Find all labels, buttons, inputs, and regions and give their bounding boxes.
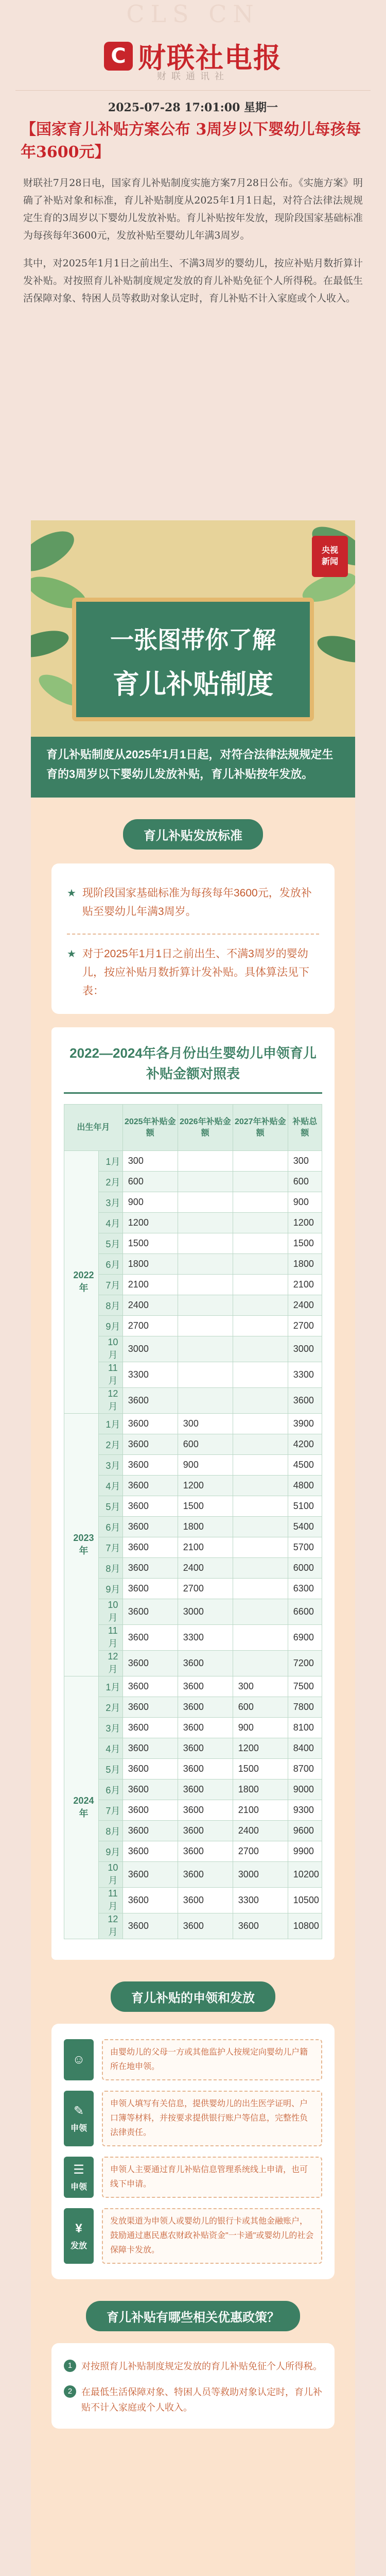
table-row — [64, 1841, 322, 1862]
amount-cell: 3600 — [122, 1841, 178, 1862]
header — [0, 0, 386, 90]
table-row — [64, 1496, 322, 1517]
amount-cell: 1500 — [233, 1759, 288, 1780]
amount-cell: 8700 — [288, 1759, 322, 1780]
table-row — [64, 1336, 322, 1362]
watermark: CLS CN — [126, 0, 260, 28]
table-row — [64, 1434, 322, 1455]
table-row — [64, 1192, 322, 1213]
article-paragraph-1: 财联社7月28日电，国家育儿补贴制度实施方案7月28日公布。《实施方案》明确了补贴对象和标准，育儿补贴制度从2025年1月1日起，对符合法律法规规定生育的3周岁以下婴幼儿发放补贴。育儿补贴按年发放，现阶段国家基础标准为每孩每年3600元，发放补贴至婴幼儿年满3周岁。 — [23, 177, 363, 241]
amount-cell: 8400 — [288, 1738, 322, 1759]
table-row — [64, 1800, 322, 1821]
year-cell: 2024年 — [64, 1676, 99, 1939]
table-row — [64, 1537, 322, 1558]
amount-cell: 1200 — [178, 1476, 233, 1496]
amount-cell: 900 — [288, 1192, 322, 1213]
amount-cell — [178, 1233, 233, 1254]
month-cell: 5月 — [98, 1233, 122, 1254]
standard-header — [31, 819, 355, 848]
amount-cell — [233, 1388, 288, 1414]
amount-cell — [178, 1192, 233, 1213]
amount-cell: 10200 — [288, 1862, 322, 1888]
amount-cell: 4800 — [288, 1476, 322, 1496]
amount-cell — [233, 1275, 288, 1295]
logo-subtitle: 财联通讯社 — [157, 71, 229, 82]
amount-cell: 3600 — [178, 1888, 233, 1913]
month-cell: 1月 — [98, 1676, 122, 1697]
tax-item-text: 在最低生活保障对象、特困人员等救助对象认定时，育儿补贴不计入家庭或个人收入。 — [81, 2387, 322, 2413]
amount-cell: 3600 — [178, 1821, 233, 1841]
amount-cell: 3600 — [122, 1537, 178, 1558]
month-cell: 8月 — [98, 1558, 122, 1579]
article-title: 【国家育儿补贴方案公布 3周岁以下婴幼儿每孩每年3600元】 — [21, 121, 361, 161]
amount-cell — [233, 1476, 288, 1496]
amount-cell: 9900 — [288, 1841, 322, 1862]
amount-cell: 1500 — [178, 1496, 233, 1517]
month-cell: 4月 — [98, 1738, 122, 1759]
amount-cell: 3600 — [288, 1388, 322, 1414]
amount-cell: 6300 — [288, 1579, 322, 1599]
amount-cell: 2400 — [288, 1295, 322, 1316]
collect-step — [64, 2157, 322, 2198]
month-cell: 3月 — [98, 1192, 122, 1213]
month-cell: 3月 — [98, 1718, 122, 1738]
amount-cell — [233, 1362, 288, 1388]
subsidy-table — [64, 1104, 322, 1939]
amount-cell: 3900 — [288, 1414, 322, 1434]
amount-cell: 3600 — [122, 1800, 178, 1821]
amount-cell: 3600 — [122, 1821, 178, 1841]
table-row — [64, 1862, 322, 1888]
amount-cell: 3600 — [122, 1579, 178, 1599]
amount-cell: 3600 — [178, 1676, 233, 1697]
collect-intro-row — [64, 2039, 322, 2080]
step-glyph-icon: ☰ — [73, 2163, 84, 2177]
month-cell: 11月 — [98, 1888, 122, 1913]
month-cell: 5月 — [98, 1759, 122, 1780]
badge-line-1: 央视 — [321, 546, 338, 555]
cctv-news-badge — [312, 536, 348, 577]
amount-cell: 10800 — [288, 1913, 322, 1939]
amount-cell: 3600 — [178, 1759, 233, 1780]
amount-cell: 3600 — [122, 1738, 178, 1759]
amount-cell: 1200 — [288, 1213, 322, 1233]
amount-cell: 600 — [178, 1434, 233, 1455]
amount-cell — [233, 1651, 288, 1676]
month-cell: 2月 — [98, 1434, 122, 1455]
person-icon: ☺ — [64, 2039, 94, 2080]
col-header-year: 出生年月 — [64, 1105, 123, 1151]
amount-cell: 3300 — [233, 1888, 288, 1913]
month-cell: 6月 — [98, 1780, 122, 1800]
collect-step — [64, 2208, 322, 2264]
amount-cell: 7800 — [288, 1697, 322, 1718]
amount-cell: 2700 — [233, 1841, 288, 1862]
amount-cell: 2700 — [122, 1316, 178, 1336]
amount-cell — [178, 1151, 233, 1172]
amount-cell: 3600 — [122, 1599, 178, 1625]
infographic-poster — [31, 520, 355, 2576]
step-label: 申领 — [70, 2124, 87, 2133]
amount-cell: 9000 — [288, 1780, 322, 1800]
amount-cell — [178, 1213, 233, 1233]
amount-cell: 5700 — [288, 1537, 322, 1558]
amount-cell — [178, 1275, 233, 1295]
amount-cell: 10500 — [288, 1888, 322, 1913]
step-icon — [64, 2208, 94, 2264]
month-cell: 6月 — [98, 1517, 122, 1537]
table-row — [64, 1697, 322, 1718]
amount-cell: 5400 — [288, 1517, 322, 1537]
collect-steps — [64, 2091, 322, 2264]
amount-cell — [233, 1172, 288, 1192]
month-cell: 10月 — [98, 1336, 122, 1362]
table-row — [64, 1213, 322, 1233]
tax-item — [64, 2384, 322, 2415]
table-row — [64, 1599, 322, 1625]
step-text: 申领人主要通过育儿补贴信息管理系统线上申请，也可线下申请。 — [102, 2157, 322, 2198]
year-cell: 2022年 — [64, 1151, 99, 1414]
amount-cell: 7200 — [288, 1651, 322, 1676]
amount-cell — [178, 1295, 233, 1316]
year-cell: 2023年 — [64, 1414, 99, 1676]
amount-cell — [233, 1213, 288, 1233]
amount-cell: 1500 — [288, 1233, 322, 1254]
amount-cell: 3300 — [288, 1362, 322, 1388]
amount-cell: 3000 — [233, 1862, 288, 1888]
amount-cell: 6900 — [288, 1625, 322, 1651]
standard-header-label: 育儿补贴发放标准 — [123, 819, 263, 850]
table-row — [64, 1738, 322, 1759]
amount-cell: 1800 — [122, 1254, 178, 1275]
amount-cell: 4500 — [288, 1455, 322, 1476]
amount-cell: 3600 — [122, 1476, 178, 1496]
step-glyph-icon: ✎ — [73, 2104, 84, 2118]
amount-cell: 3600 — [178, 1738, 233, 1759]
amount-cell — [233, 1414, 288, 1434]
collect-intro: 由婴幼儿的父母一方或其他监护人按规定向婴幼儿户籍所在地申领。 — [102, 2039, 322, 2080]
month-cell: 10月 — [98, 1599, 122, 1625]
amount-cell: 300 — [233, 1676, 288, 1697]
amount-cell — [233, 1455, 288, 1476]
table-row — [64, 1651, 322, 1676]
step-icon — [64, 2157, 94, 2198]
month-cell: 10月 — [98, 1862, 122, 1888]
amount-cell: 3600 — [122, 1496, 178, 1517]
table-row — [64, 1455, 322, 1476]
table-row — [64, 1676, 322, 1697]
amount-cell: 6000 — [288, 1558, 322, 1579]
table-row — [64, 1579, 322, 1599]
amount-cell: 2100 — [122, 1275, 178, 1295]
logo-text: 财联社电报 — [138, 42, 282, 74]
amount-cell: 3600 — [178, 1841, 233, 1862]
amount-cell — [233, 1233, 288, 1254]
amount-cell — [233, 1517, 288, 1537]
step-glyph-icon: ¥ — [75, 2221, 82, 2235]
amount-cell — [233, 1254, 288, 1275]
amount-cell: 3600 — [122, 1517, 178, 1537]
amount-cell — [178, 1336, 233, 1362]
amount-cell: 600 — [288, 1172, 322, 1192]
amount-cell: 3000 — [178, 1599, 233, 1625]
amount-cell: 4200 — [288, 1434, 322, 1455]
subsidy-table-card — [51, 1027, 335, 1960]
amount-cell: 3600 — [122, 1888, 178, 1913]
divider — [64, 1092, 322, 1094]
amount-cell: 900 — [178, 1455, 233, 1476]
amount-cell: 3600 — [122, 1913, 178, 1939]
amount-cell — [178, 1388, 233, 1414]
amount-cell: 2700 — [178, 1579, 233, 1599]
amount-cell: 1800 — [288, 1254, 322, 1275]
amount-cell: 2400 — [233, 1821, 288, 1841]
amount-cell: 3600 — [122, 1414, 178, 1434]
table-row — [64, 1295, 322, 1316]
divider — [67, 934, 319, 935]
month-cell: 11月 — [98, 1362, 122, 1388]
amount-cell: 3600 — [178, 1800, 233, 1821]
col-header-2027: 2027年补贴金额 — [233, 1105, 288, 1151]
col-header-2025: 2025年补贴金额 — [122, 1105, 178, 1151]
table-row — [64, 1151, 322, 1172]
month-cell: 4月 — [98, 1213, 122, 1233]
month-cell: 8月 — [98, 1821, 122, 1841]
table-row — [64, 1414, 322, 1434]
amount-cell: 300 — [288, 1151, 322, 1172]
table-row — [64, 1254, 322, 1275]
amount-cell: 3300 — [178, 1625, 233, 1651]
amount-cell: 3600 — [122, 1651, 178, 1676]
table-title: 2022—2024年各月份出生婴幼儿申领育儿补贴金额对照表 — [69, 1045, 317, 1081]
table-row — [64, 1233, 322, 1254]
collect-header — [31, 1981, 355, 2010]
amount-cell: 3600 — [122, 1862, 178, 1888]
standard-item-2: ★ 对于2025年1月1日之前出生、不满3周岁的婴幼儿，按应补贴月数折算计发补贴。具体算法见下表： — [67, 945, 319, 1001]
amount-cell: 2700 — [288, 1316, 322, 1336]
amount-cell: 3000 — [288, 1336, 322, 1362]
table-row — [64, 1517, 322, 1537]
amount-cell: 300 — [122, 1151, 178, 1172]
article-paragraph-2: 其中，对2025年1月1日之前出生、不满3周岁的婴幼儿，按应补贴月数折算计发补贴。对按照育儿补贴制度规定发放的育儿补贴免征个人所得税。在最低生活保障对象、特困人员等救助对象认定时，育儿补贴不计入家庭或个人收入。 — [23, 258, 363, 304]
month-cell: 3月 — [98, 1455, 122, 1476]
month-cell: 9月 — [98, 1579, 122, 1599]
table-row — [64, 1888, 322, 1913]
month-cell: 1月 — [98, 1414, 122, 1434]
number-badge: 1 — [64, 2360, 76, 2372]
amount-cell — [233, 1537, 288, 1558]
amount-cell: 3600 — [178, 1718, 233, 1738]
amount-cell: 300 — [178, 1414, 233, 1434]
poster-intro: 育儿补贴制度从2025年1月1日起，对符合法律法规规定生育的3周岁以下婴幼儿发放补贴，育儿补贴按年发放。 — [31, 732, 355, 798]
amount-cell: 900 — [122, 1192, 178, 1213]
article-datetime: 2025-07-28 17:01:00 星期一 — [15, 90, 371, 118]
amount-cell: 3000 — [122, 1336, 178, 1362]
amount-cell — [233, 1434, 288, 1455]
amount-cell — [233, 1295, 288, 1316]
tax-item-text: 对按照育儿补贴制度规定发放的育儿补贴免征个人所得税。 — [81, 2361, 322, 2371]
amount-cell — [178, 1254, 233, 1275]
month-cell: 7月 — [98, 1537, 122, 1558]
chalkboard — [72, 598, 314, 721]
month-cell: 9月 — [98, 1841, 122, 1862]
poster-banner — [31, 520, 355, 737]
month-cell: 12月 — [98, 1913, 122, 1939]
amount-cell: 2400 — [122, 1295, 178, 1316]
amount-cell — [233, 1496, 288, 1517]
step-text: 申领人填写有关信息，提供婴幼儿的出生医学证明、户口簿等材料，并按要求提供银行账户等信息，完整性负法律责任。 — [102, 2091, 322, 2146]
amount-cell: 1800 — [233, 1780, 288, 1800]
amount-cell — [233, 1336, 288, 1362]
tax-header-label: 育儿补贴有哪些相关优惠政策？ — [86, 2301, 300, 2331]
month-cell: 12月 — [98, 1651, 122, 1676]
month-cell: 12月 — [98, 1388, 122, 1414]
table-row — [64, 1388, 322, 1414]
table-row — [64, 1780, 322, 1800]
month-cell: 5月 — [98, 1496, 122, 1517]
col-header-total: 补贴总额 — [288, 1105, 322, 1151]
amount-cell: 3600 — [122, 1697, 178, 1718]
amount-cell: 3600 — [122, 1455, 178, 1476]
amount-cell: 3300 — [122, 1362, 178, 1388]
month-cell: 2月 — [98, 1697, 122, 1718]
month-cell: 2月 — [98, 1172, 122, 1192]
step-icon — [64, 2091, 94, 2146]
logo-mark-icon: C — [104, 42, 133, 71]
amount-cell: 3600 — [122, 1625, 178, 1651]
badge-line-2: 新闻 — [321, 557, 338, 566]
table-row — [64, 1759, 322, 1780]
month-cell: 7月 — [98, 1800, 122, 1821]
amount-cell: 8100 — [288, 1718, 322, 1738]
step-label: 发放 — [70, 2241, 87, 2250]
amount-cell — [178, 1172, 233, 1192]
table-row — [64, 1718, 322, 1738]
table-row — [64, 1625, 322, 1651]
amount-cell: 2100 — [233, 1800, 288, 1821]
month-cell: 6月 — [98, 1254, 122, 1275]
month-cell: 9月 — [98, 1316, 122, 1336]
amount-cell: 9300 — [288, 1800, 322, 1821]
amount-cell: 3600 — [178, 1862, 233, 1888]
tax-items — [64, 2359, 322, 2415]
table-row — [64, 1913, 322, 1939]
amount-cell — [233, 1599, 288, 1625]
amount-cell: 6600 — [288, 1599, 322, 1625]
amount-cell: 3600 — [122, 1434, 178, 1455]
amount-cell — [233, 1192, 288, 1213]
amount-cell: 2100 — [178, 1537, 233, 1558]
table-row — [64, 1275, 322, 1295]
amount-cell: 2100 — [288, 1275, 322, 1295]
collect-header-label: 育儿补贴的申领和发放 — [111, 1981, 275, 2012]
amount-cell — [178, 1362, 233, 1388]
step-text: 发放渠道为申领人或婴幼儿的银行卡或其他金融账户，鼓励通过惠民惠农财政补贴资金"一卡通"或婴幼儿的社会保障卡发放。 — [102, 2208, 322, 2264]
amount-cell — [233, 1579, 288, 1599]
amount-cell: 2400 — [178, 1558, 233, 1579]
amount-cell: 9600 — [288, 1821, 322, 1841]
collect-step — [64, 2091, 322, 2146]
step-label: 申领 — [70, 2183, 87, 2192]
table-row — [64, 1362, 322, 1388]
amount-cell — [178, 1316, 233, 1336]
amount-cell: 3600 — [122, 1676, 178, 1697]
amount-cell: 3600 — [233, 1913, 288, 1939]
amount-cell: 3600 — [178, 1697, 233, 1718]
amount-cell: 1200 — [233, 1738, 288, 1759]
table-row — [64, 1172, 322, 1192]
month-cell: 4月 — [98, 1476, 122, 1496]
amount-cell — [233, 1558, 288, 1579]
amount-cell — [233, 1151, 288, 1172]
amount-cell: 3600 — [122, 1558, 178, 1579]
table-row — [64, 1316, 322, 1336]
number-badge: 2 — [64, 2385, 76, 2398]
table-row — [64, 1476, 322, 1496]
amount-cell — [233, 1625, 288, 1651]
table-body — [64, 1151, 322, 1939]
tax-card — [51, 2343, 335, 2429]
collect-card — [51, 2024, 335, 2279]
amount-cell: 3600 — [122, 1780, 178, 1800]
standard-item-1: ★ 现阶段国家基础标准为每孩每年3600元，发放补贴至婴幼儿年满3周岁。 — [67, 884, 319, 921]
amount-cell: 1500 — [122, 1233, 178, 1254]
tax-item — [64, 2359, 322, 2374]
board-line-2: 育儿补贴制度 — [112, 669, 273, 700]
amount-cell: 3600 — [122, 1759, 178, 1780]
col-header-2026: 2026年补贴金额 — [178, 1105, 233, 1151]
month-cell: 11月 — [98, 1625, 122, 1651]
month-cell: 7月 — [98, 1275, 122, 1295]
board-line-1: 一张图带你了解 — [110, 626, 276, 654]
amount-cell: 3600 — [178, 1913, 233, 1939]
amount-cell: 600 — [233, 1697, 288, 1718]
table-row — [64, 1558, 322, 1579]
amount-cell: 3600 — [178, 1651, 233, 1676]
month-cell: 1月 — [98, 1151, 122, 1172]
amount-cell: 1200 — [122, 1213, 178, 1233]
amount-cell: 7500 — [288, 1676, 322, 1697]
standard-card — [51, 863, 335, 1014]
amount-cell: 3600 — [122, 1388, 178, 1414]
amount-cell: 5100 — [288, 1496, 322, 1517]
amount-cell: 3600 — [178, 1780, 233, 1800]
amount-cell: 1800 — [178, 1517, 233, 1537]
amount-cell: 3600 — [122, 1718, 178, 1738]
tax-header — [31, 2301, 355, 2330]
amount-cell: 600 — [122, 1172, 178, 1192]
amount-cell — [233, 1316, 288, 1336]
table-row — [64, 1821, 322, 1841]
amount-cell: 900 — [233, 1718, 288, 1738]
month-cell: 8月 — [98, 1295, 122, 1316]
